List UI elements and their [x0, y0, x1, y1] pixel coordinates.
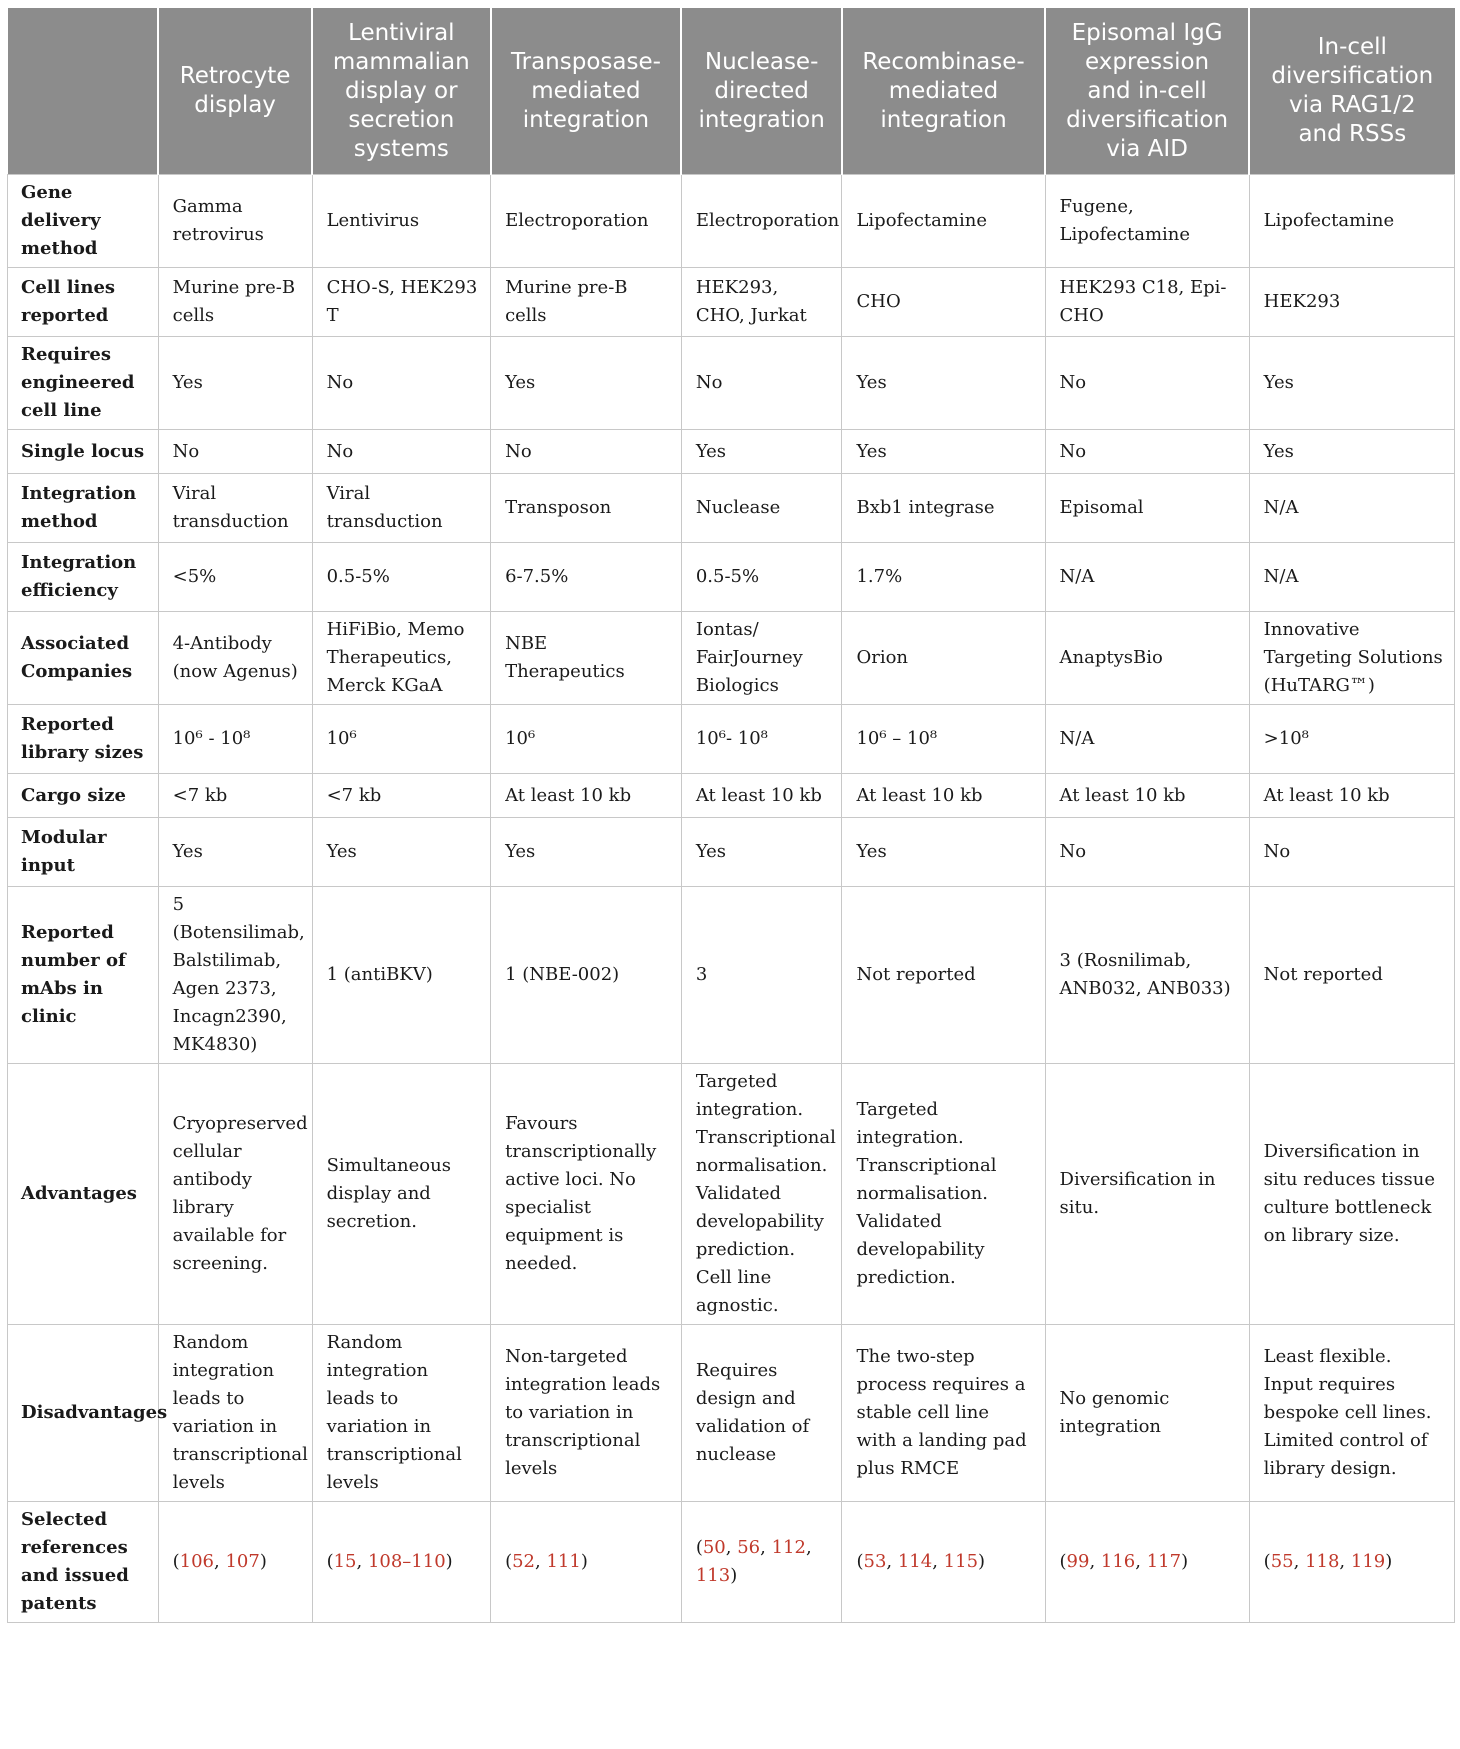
table-cell: Least flexible. Input requires bespoke cell lines. Limited control of library design. [1249, 1325, 1454, 1502]
table-cell: HEK293 [1249, 268, 1454, 337]
table-cell: 0.5-5% [312, 543, 491, 612]
citation-link[interactable]: 106 [179, 1551, 214, 1572]
table-cell: No [491, 430, 682, 474]
table-cell: Yes [1249, 430, 1454, 474]
row-header: Cell lines reported [8, 268, 159, 337]
citation-link[interactable]: 53 [863, 1551, 887, 1572]
citation-link[interactable]: 112 [771, 1537, 806, 1558]
header-episomal: Episomal IgG expression and in-cell diversification via AID [1045, 8, 1249, 175]
table-cell: Innovative Targeting Solutions (HuTARG™) [1249, 612, 1454, 705]
citation-link[interactable]: 50 [702, 1537, 726, 1558]
table-row [8, 430, 1455, 474]
citation-link[interactable]: 15 [333, 1551, 357, 1572]
table-row [8, 1064, 1455, 1325]
row-header: Associated Companies [8, 612, 159, 705]
table-cell: Diversification in situ reduces tissue culture bottleneck on library size. [1249, 1064, 1454, 1325]
table-cell: Favours transcriptionally active loci. No specialist equipment is needed. [491, 1064, 682, 1325]
table-cell: Lipofectamine [1249, 175, 1454, 268]
table-cell: N/A [1045, 705, 1249, 774]
table-row [8, 1502, 1455, 1623]
table-cell: No [312, 430, 491, 474]
table-cell: CHO-S, HEK293 T [312, 268, 491, 337]
table-cell: At least 10 kb [1045, 774, 1249, 818]
table-cell: 3 [681, 887, 842, 1064]
citation-separator: , [1089, 1551, 1101, 1572]
table-cell: 0.5-5% [681, 543, 842, 612]
citation-separator: , [932, 1551, 944, 1572]
reference-cell: (52, 111) [491, 1502, 682, 1623]
table-cell: Yes [681, 818, 842, 887]
table-cell: Simultaneous display and secretion. [312, 1064, 491, 1325]
row-header: Advantages [8, 1064, 159, 1325]
table-cell: Iontas/ FairJourney Biologics [681, 612, 842, 705]
table-cell: HEK293 C18, Epi-CHO [1045, 268, 1249, 337]
table-cell: No genomic integration [1045, 1325, 1249, 1502]
reference-cell: (53, 114, 115) [842, 1502, 1045, 1623]
table-cell: Electroporation [681, 175, 842, 268]
row-header: Gene delivery method [8, 175, 159, 268]
row-header: Modular input [8, 818, 159, 887]
table-cell: Non-targeted integration leads to variation in transcriptional levels [491, 1325, 682, 1502]
row-header: Reported number of mAbs in clinic [8, 887, 159, 1064]
row-header: Integration method [8, 474, 159, 543]
table-cell: 10⁶ - 10⁸ [158, 705, 312, 774]
citation-link[interactable]: 108–110 [367, 1551, 446, 1572]
citation-link[interactable]: 111 [546, 1551, 581, 1572]
header-corner [8, 8, 159, 175]
citation-link[interactable]: 55 [1270, 1551, 1294, 1572]
table-cell: At least 10 kb [842, 774, 1045, 818]
table-cell: N/A [1249, 474, 1454, 543]
citation-separator: , [805, 1537, 812, 1558]
citation-link[interactable]: 115 [943, 1551, 979, 1572]
citation-link[interactable]: 56 [737, 1537, 761, 1558]
table-cell: AnaptysBio [1045, 612, 1249, 705]
table-cell: Transposon [491, 474, 682, 543]
table-cell: At least 10 kb [491, 774, 682, 818]
table-cell: Diversification in situ. [1045, 1064, 1249, 1325]
table-cell: No [1045, 430, 1249, 474]
table-cell: Cryopreserved cellular antibody library available for screening. [158, 1064, 312, 1325]
table-cell: Orion [842, 612, 1045, 705]
citation-separator: , [1293, 1551, 1306, 1572]
citation-separator: , [535, 1551, 547, 1572]
table-cell: 10⁶ [312, 705, 491, 774]
header-rag: In-cell diversification via RAG1/2 and RSSs [1249, 8, 1454, 175]
row-header: Disadvantages [8, 1325, 159, 1502]
citation-separator: , [725, 1537, 738, 1558]
table-cell: Not reported [1249, 887, 1454, 1064]
citation-link[interactable]: 117 [1146, 1551, 1182, 1572]
table-cell: Viral transduction [158, 474, 312, 543]
reference-cell: (106, 107) [158, 1502, 312, 1623]
table-row [8, 337, 1455, 430]
table-cell: Yes [842, 430, 1045, 474]
table-cell: Targeted integration. Transcriptional normalisation. Validated developability prediction. Cell line agnostic. [681, 1064, 842, 1325]
table-cell: NBE Therapeutics [491, 612, 682, 705]
table-cell: 10⁶- 10⁸ [681, 705, 842, 774]
table-cell: >10⁸ [1249, 705, 1454, 774]
table-cell: 1 (NBE-002) [491, 887, 682, 1064]
table-cell: 3 (Rosnilimab, ANB032, ANB033) [1045, 887, 1249, 1064]
table-row [8, 612, 1455, 705]
reference-cell: (55, 118, 119) [1249, 1502, 1454, 1623]
table-cell: HiFiBio, Memo Therapeutics, Merck KGaA [312, 612, 491, 705]
table-cell: Not reported [842, 887, 1045, 1064]
citation-separator: , [886, 1551, 898, 1572]
table-cell: Yes [681, 430, 842, 474]
table-cell: Random integration leads to variation in transcriptional levels [312, 1325, 491, 1502]
table-cell: 10⁶ – 10⁸ [842, 705, 1045, 774]
table-cell: Random integration leads to variation in transcriptional levels [158, 1325, 312, 1502]
table-cell: HEK293, CHO, Jurkat [681, 268, 842, 337]
citation-link[interactable]: 113 [695, 1565, 731, 1586]
reference-cell: (15, 108–110) [312, 1502, 491, 1623]
table-cell: Bxb1 integrase [842, 474, 1045, 543]
table-cell: At least 10 kb [681, 774, 842, 818]
table-cell: N/A [1045, 543, 1249, 612]
table-cell: <5% [158, 543, 312, 612]
table-cell: Targeted integration. Transcriptional normalisation. Validated developability prediction. [842, 1064, 1045, 1325]
table-row [8, 268, 1455, 337]
row-header: Requires engineered cell line [8, 337, 159, 430]
table-cell: The two-step process requires a stable cell line with a landing pad plus RMCE [842, 1325, 1045, 1502]
row-header: Cargo size [8, 774, 159, 818]
citation-link[interactable]: 119 [1350, 1551, 1386, 1572]
citation-separator: , [214, 1551, 226, 1572]
table-cell: Yes [491, 818, 682, 887]
table-cell: Lipofectamine [842, 175, 1045, 268]
table-cell: No [312, 337, 491, 430]
header-retrocyte-display: Retrocyte display [158, 8, 312, 175]
table-cell: Murine pre-B cells [491, 268, 682, 337]
table-cell: Electroporation [491, 175, 682, 268]
table-cell: 1.7% [842, 543, 1045, 612]
citation-link[interactable]: 116 [1100, 1551, 1136, 1572]
reference-cell: (99, 116, 117) [1045, 1502, 1249, 1623]
table-cell: No [681, 337, 842, 430]
table-row [8, 887, 1455, 1064]
header-nuclease: Nuclease- directed integration [681, 8, 842, 175]
table-cell: Yes [158, 337, 312, 430]
table-cell: Murine pre-B cells [158, 268, 312, 337]
table-cell: Yes [1249, 337, 1454, 430]
table-cell: No [158, 430, 312, 474]
citation-separator: , [1135, 1551, 1147, 1572]
row-header: Integration efficiency [8, 543, 159, 612]
table-cell: 6-7.5% [491, 543, 682, 612]
table-cell: Episomal [1045, 474, 1249, 543]
table-row [8, 705, 1455, 774]
table-cell: 1 (antiBKV) [312, 887, 491, 1064]
table-cell: N/A [1249, 543, 1454, 612]
table-cell: 10⁶ [491, 705, 682, 774]
citation-link[interactable]: 52 [512, 1551, 535, 1572]
citation-link[interactable]: 114 [897, 1551, 933, 1572]
table-row [8, 1325, 1455, 1502]
header-recombinase: Recombinase- mediated integration [842, 8, 1045, 175]
table-row [8, 474, 1455, 543]
header-transposase: Transposase- mediated integration [491, 8, 682, 175]
table-cell: At least 10 kb [1249, 774, 1454, 818]
table-cell: Viral transduction [312, 474, 491, 543]
table-cell: Gamma retrovirus [158, 175, 312, 268]
table-cell: Yes [491, 337, 682, 430]
table-cell: Fugene, Lipofectamine [1045, 175, 1249, 268]
table-row [8, 774, 1455, 818]
table-cell: Yes [842, 818, 1045, 887]
table-cell: 4-Antibody (now Agenus) [158, 612, 312, 705]
table-cell: Requires design and validation of nuclease [681, 1325, 842, 1502]
table-row [8, 175, 1455, 268]
table-row [8, 543, 1455, 612]
row-header: Selected references and issued patents [8, 1502, 159, 1623]
table-cell: Yes [312, 818, 491, 887]
table-cell: Yes [842, 337, 1045, 430]
header-row [8, 8, 1455, 175]
table-cell: CHO [842, 268, 1045, 337]
citation-link[interactable]: 118 [1305, 1551, 1340, 1572]
citation-separator: , [1339, 1551, 1351, 1572]
citation-link[interactable]: 107 [225, 1551, 260, 1572]
comparison-table [7, 8, 1455, 1623]
table-cell: No [1249, 818, 1454, 887]
table-cell: No [1045, 337, 1249, 430]
header-lentiviral: Lentiviral mammalian display or secretion systems [312, 8, 491, 175]
table-cell: <7 kb [158, 774, 312, 818]
citation-separator: , [356, 1551, 368, 1572]
row-header: Single locus [8, 430, 159, 474]
citation-link[interactable]: 99 [1066, 1551, 1090, 1572]
table-cell: Lentivirus [312, 175, 491, 268]
table-cell: Yes [158, 818, 312, 887]
table-row [8, 818, 1455, 887]
reference-cell: (50, 56, 112, 113) [681, 1502, 842, 1623]
table-cell: No [1045, 818, 1249, 887]
row-header: Reported library sizes [8, 705, 159, 774]
citation-separator: , [760, 1537, 772, 1558]
table-cell: 5 (Botensilimab, Balstilimab, Agen 2373, Incagn2390, MK4830) [158, 887, 312, 1064]
table-cell: Nuclease [681, 474, 842, 543]
table-cell: <7 kb [312, 774, 491, 818]
